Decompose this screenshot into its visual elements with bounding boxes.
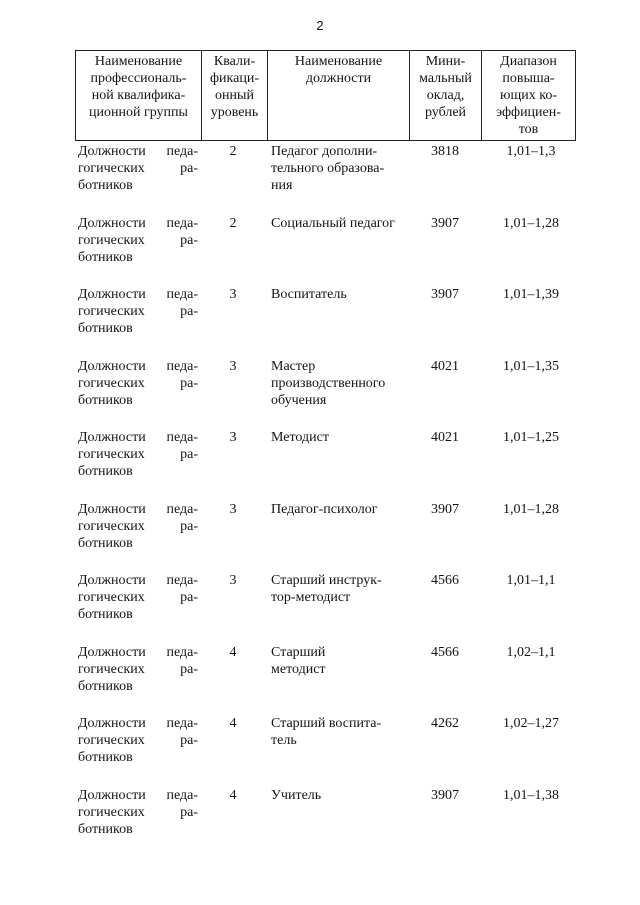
cell-group: Должности педа- гогических ра- ботников: [78, 644, 198, 694]
cell-position: Воспитатель: [271, 287, 347, 302]
cell-salary: 3907: [431, 287, 459, 302]
cell-salary: 4566: [431, 573, 459, 588]
cell-range: 1,01–1,38: [503, 787, 559, 803]
cell-level: 4: [229, 644, 237, 660]
cell-position: Учитель: [271, 787, 322, 803]
cell-range: 1,01–1,28: [503, 215, 559, 231]
cell-range: 1,01–1,1: [506, 573, 556, 588]
cell-range: 1,01–1,3: [506, 144, 556, 159]
cell-position: Педагог-психолог: [271, 501, 378, 517]
table-row: [75, 644, 575, 714]
header-position: Наименование должности: [268, 51, 410, 141]
cell-level: 3: [229, 573, 237, 588]
cell-position: Старший воспита- тель: [271, 716, 382, 748]
table-row: [75, 358, 575, 428]
cell-range: 1,02–1,1: [506, 644, 556, 660]
header-group: Наименование профессиональ- ной квалифика- ционной группы: [76, 51, 202, 141]
page-number: 2: [316, 18, 324, 33]
cell-level: 4: [229, 787, 237, 803]
cell-range: 1,01–1,28: [503, 501, 559, 517]
header-salary: Мини- мальный оклад, рублей: [410, 51, 482, 141]
cell-salary: 4021: [431, 358, 459, 374]
cell-range: 1,01–1,25: [503, 430, 559, 445]
cell-group: Должности педа- гогических ра- ботников: [78, 787, 198, 837]
table-row: [75, 715, 575, 785]
table-header: [75, 50, 576, 141]
cell-salary: 3818: [431, 144, 459, 159]
table-row: [75, 286, 575, 356]
header-row: [76, 51, 576, 141]
table-row: [75, 215, 575, 285]
cell-position: Педагог дополни- тельного образова- ния: [271, 144, 385, 193]
cell-salary: 4021: [431, 430, 459, 445]
cell-group: Должности педа- гогических ра- ботников: [78, 501, 198, 551]
cell-group: Должности педа- гогических ра- ботников: [78, 573, 198, 622]
cell-position: Старший методист: [271, 644, 326, 677]
header-level: Квали- фикаци- онный уровень: [202, 51, 268, 141]
cell-position: Методист: [271, 430, 329, 445]
cell-position: Социальный педагог: [271, 215, 395, 231]
cell-group: Должности педа- гогических ра- ботников: [78, 144, 198, 193]
table-row: [75, 787, 575, 857]
cell-group: Должности педа- гогических ра- ботников: [78, 430, 198, 479]
table-row: [75, 501, 575, 571]
cell-position: Мастер производственного обучения: [271, 358, 386, 408]
cell-range: 1,01–1,35: [503, 358, 559, 374]
cell-group: Должности педа- гогических ра- ботников: [78, 358, 198, 408]
table-row: [75, 429, 575, 499]
cell-group: Должности педа- гогических ра- ботников: [78, 215, 198, 265]
cell-level: 4: [229, 716, 237, 731]
cell-salary: 3907: [431, 501, 459, 517]
table-row: [75, 143, 575, 213]
cell-salary: 3907: [431, 215, 459, 231]
cell-salary: 3907: [431, 787, 459, 803]
cell-group: Должности педа- гогических ра- ботников: [78, 287, 198, 336]
cell-salary: 4262: [431, 716, 459, 731]
cell-position: Старший инструк- тор-методист: [271, 573, 382, 605]
cell-level: 3: [229, 430, 237, 445]
cell-group: Должности педа- гогических ра- ботников: [78, 716, 198, 765]
cell-level: 3: [229, 358, 237, 374]
cell-level: 2: [229, 215, 237, 231]
table-row: [75, 572, 575, 642]
cell-range: 1,01–1,39: [503, 287, 559, 302]
header-range: Диапазон повыша- ющих ко- эффициен- тов: [482, 51, 576, 141]
cell-level: 3: [229, 287, 237, 302]
cell-range: 1,02–1,27: [503, 716, 559, 731]
cell-level: 2: [229, 144, 237, 159]
cell-level: 3: [229, 501, 237, 517]
cell-salary: 4566: [431, 644, 459, 660]
